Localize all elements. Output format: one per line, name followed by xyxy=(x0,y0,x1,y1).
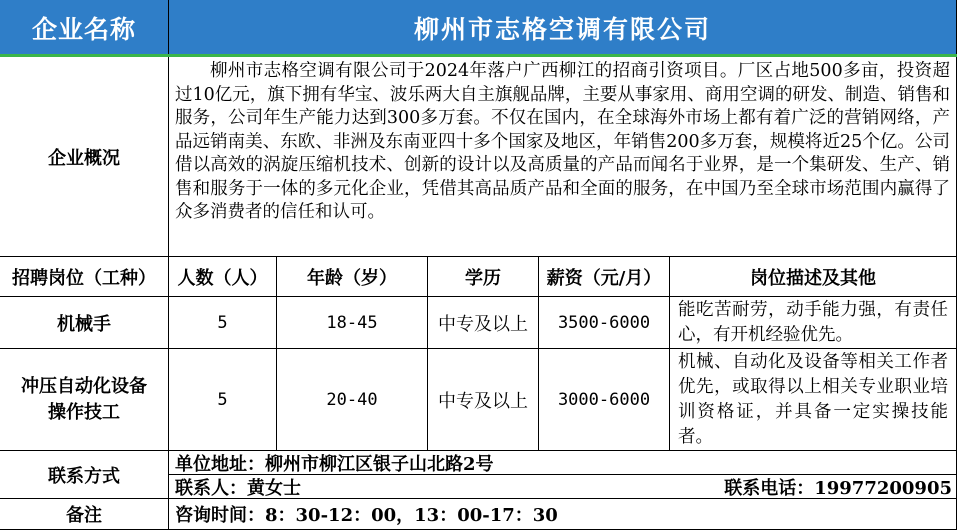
job-salary: 3000-6000 xyxy=(539,349,670,451)
contact-person-row xyxy=(169,475,957,499)
job-education: 中专及以上 xyxy=(428,349,539,451)
col-header-position: 招聘岗位（工种） xyxy=(0,257,169,297)
job-position: 机械手 xyxy=(0,297,169,349)
job-position: 冲压自动化设备操作技工 xyxy=(0,349,169,451)
job-description: 机械、自动化及设备等相关工作者优先，或取得以上相关专业职业培训资格证，并具备一定实操技能者。 xyxy=(670,349,957,451)
job-count: 5 xyxy=(169,349,277,451)
company-name-label: 企业名称 xyxy=(0,0,169,56)
job-count: 5 xyxy=(169,297,277,349)
company-name-value: 柳州市志格空调有限公司 xyxy=(169,0,957,56)
col-header-salary: 薪资（元/月） xyxy=(539,257,670,297)
job-age: 18-45 xyxy=(277,297,428,349)
overview-text: 柳州市志格空调有限公司于2024年落户广西柳江的招商引资项目。厂区占地500多亩，投资超过10亿元，旗下拥有华宝、波乐两大自主旗舰品牌，主要从事家用、商用空调的研发、制造、销售和服务，公司年生产能力达到300多万套。不仅在国内，在全球海外市场上都有着广泛的营销网络，产品远销南美、东欧、非洲及东南亚四十多个国家及地区，年销售200多万套，规模将近25个亿。公司借以高效的涡旋压缩机技术、创新的设计以及高质量的产品而闻名于业界，是一个集研发、生产、销售和服务于一体的多元化企业，凭借其高品质产品和全面的服务，在中国乃至全球市场范围内赢得了众多消费者的信任和认可。 xyxy=(169,57,957,257)
contact-person: 联系人：黄女士 xyxy=(175,477,301,499)
col-header-description: 岗位描述及其他 xyxy=(670,257,957,297)
overview-label: 企业概况 xyxy=(0,57,169,257)
contact-phone: 联系电话：19977200905 xyxy=(724,477,952,499)
col-header-education: 学历 xyxy=(428,257,539,297)
job-age: 20-40 xyxy=(277,349,428,451)
col-header-age: 年龄（岁） xyxy=(277,257,428,297)
contact-label: 联系方式 xyxy=(0,451,169,499)
job-salary: 3500-6000 xyxy=(539,297,670,349)
job-education: 中专及以上 xyxy=(428,297,539,349)
contact-address: 单位地址：柳州市柳江区银子山北路2号 xyxy=(169,451,957,475)
job-description: 能吃苦耐劳，动手能力强，有责任心，有开机经验优先。 xyxy=(670,297,957,349)
remark-label: 备注 xyxy=(0,499,169,530)
col-header-count: 人数（人） xyxy=(169,257,277,297)
remark-text: 咨询时间：8：30-12：00，13：00-17：30 xyxy=(169,499,957,530)
